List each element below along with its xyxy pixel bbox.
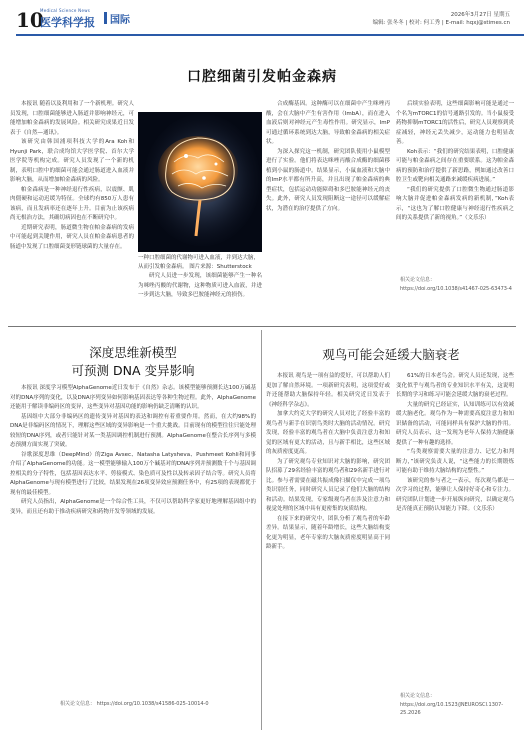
article1-col1 [10,100,134,318]
masthead [8,4,518,34]
article2-reference [60,700,256,709]
article3-paragraph: 本报讯 观鸟是一项有益的爱好，可以帮助人们更加了解自然环境。一项新研究表明，这项爱好或许还能帮助大脑保持年轻。相关研究近日发表于《神经科学杂志》。 [266,373,390,408]
article3-paragraph: 该研究的参与者之一表示，每次观鸟都是一次学习的过程，能够让人保持好奇心和专注力。研究团队计划进一步开展纵向研究，以确定观鸟是否能真正预防认知能力下降。（文乐乐） [396,477,514,512]
section-label: 国际 [110,15,130,26]
article1-paragraph: 本报讯 随着以及利用和了一个新机理。研究人员发现，口腔细菌能够进入肠道并影响神经元，可能增加帕金森病的发展风险。相关研究成果近日发表于《自然—通讯》。 [10,101,134,136]
paper-name-en: Medical Science News [40,8,91,13]
page-number: 10 [16,8,44,32]
article1-paragraph: 近期研究表明，肠道微生物在帕金森病的发病中可能起到关键作用，研究人员在帕金森病患者的肠道中发现了口腔细菌变形链球菌的大量存在。 [10,224,134,250]
article1-reference [400,276,514,293]
article3-paragraph: 在接下来的研究中，团队分析了观鸟者的年龄差异。结果显示，随着年龄增长，这些大脑结构变化更为明显，老年专家的大脑灰质密度明显高于同龄新手。 [266,515,390,550]
article2-paragraph: 基因组中大部分非编码区的遗传变异对基因的表达和调控有着重要作用。然而，在大约98%的DNA是非编码区的情况下，理解这些区域的变异影响是一个重大挑战。目前现有的模型往往只能处理较短的DNA序列，或者只能针对某一类基因调控机制进行预测。AlphaGenome在整合长序列与多模态预测方面实现了突破。 [10,413,256,448]
reference-url[interactable]: https://doi.org/10.1523/JNEUROSCI.1307-25.2026 [400,701,504,716]
article1-col4 [396,100,514,272]
brain-illustration [138,112,262,252]
section-bar [104,12,107,24]
image-caption: 一种口腔细菌的代谢物可进入血液，并到达大脑，从而引发帕金森病。 图片来源：Shutterstock [138,255,260,270]
paper-name: 医学科学报 [40,16,95,29]
article3-paragraph: “鸟类观察需要大量的注意力、记忆力和判断力，”该研究负责人说，“这些能力的长期锻炼可能有助于维持大脑结构的完整性。” [396,449,514,474]
article1-paragraph: 研究人员进一步发现，该细菌能够产生一种名为咪唑丙酸的代谢物，这种物质可进入血液，并进一步到达大脑，导致多巴胺能神经元的损伤。 [138,273,262,298]
article2-paragraph: 谷歌深度思维（DeepMind）的Ziga Avsec、Natasha Latysheva、Pushmeet Kohli和同事介绍了AlphaGenome的功能。这一模型能够输入100万个碱基对的DNA序列并预测数千个与基因调控相关的分子特性，包括基因表达水平、剪接模式、染色质可及性以及转录因子结合等。研究人员将AlphaGenome与现有模型进行了比较，结果发现在26项变异效应预测任务中，有25项的表现都优于现有的最佳模型。 [10,451,256,496]
issue-date: 2026年3月27日 星期五 [450,12,510,18]
article3-paragraph: 为了研究观鸟专业知识对大脑的影响，研究团队招募了29名经验丰富的观鸟者和29名新手进行对比。参与者需要在磁共振成像扫描仪中完成一项鸟类识别任务，同时研究人员记录了他们大脑的结构和活动。结果发现，专家级观鸟者在涉及注意力和视觉处理的区域中具有更密集的灰质结构。 [266,458,390,512]
article3-paragraph: 大量的研究已经证实，认知训练可以有效减缓大脑老化。观鸟作为一种需要高度注意力和知识储备的活动，可能同样具有保护大脑的作用。研究人员表示，这一发现为老年人保持大脑健康提供了一种有趣的选择。 [396,401,514,446]
reference-label: 相关论文信息： [400,277,436,283]
article1-paragraph: 后续实验表明，这些细菌影响可能是通过一个名为mTORC1的信号通路引发的。当小鼠接受药物抑制mTORC1的活性后，研究人员观察到炎症减轻，神经元丢失减少，运动能力也明显改善。 [396,101,514,145]
article2-headline-line1: 深度思维新模型 [89,345,177,360]
article2-body [10,384,256,692]
article2-paragraph: 研究人员指出，AlphaGenome是一个综合性工具，不仅可以帮助科学家更好地理解基因组中的变异，而且还有助于推动疾病研究和药物开发等领域的发展。 [10,499,256,515]
article1-col2 [138,272,262,318]
article2-headline-line2: 可预测 DNA 变异影响 [71,363,195,378]
article3-reference [400,692,514,718]
reference-url[interactable]: https://doi.org/10.1038/s41586-025-10014-0 [96,701,209,707]
article1-headline: 口腔细菌引发帕金森病 [187,69,337,85]
article3-paragraph: 加拿大约克大学的研究人员对比了经验丰富的观鸟者与新手在识别鸟类时大脑的活动情况。研究发现，经验丰富的观鸟者在大脑中负责注意力和知觉的区域有更大的活动，且与新手相比，这些区域的灰质密度更高。 [266,411,390,455]
brain-icon [138,112,262,252]
article3-col1 [266,372,390,730]
article2-paragraph: 本报讯 深度学习模型AlphaGenome近日发布于《自然》杂志。该模型能够预测长达100万碱基对的DNA序列的变化，以及DNA序列变异如何影响基因表达等各种生物过程。此外，AlphaGenome还能用于解读非编码区的变异，这些变异对基因功能的影响仍缺乏清晰的认识。 [10,385,256,410]
staff-line: 编辑: 张冬冬 | 校对: 何工秀 | E-mail: hqxj@stimes.cn [372,20,510,26]
section-divider [8,326,516,327]
article1-paragraph: 合成酶基因。这种酶可以在细菌中产生咪唑丙酸，会在大脑中产生有害作用（ImbA），而在进入血液后则对神经元产生毒性作用。研究显示，ImP可通过循环系统到达大脑，导致帕金森病的相关症状。 [266,101,390,145]
article1-paragraph: 帕金森病是一种神经退行性疾病，以震颤、肌肉僵硬和运动迟缓为特征。全球约有850万人患有该病，而且发病率还在逐年上升。目前为止该疾病尚无根治方法，其确切病因也在不断研究中。 [10,186,134,221]
masthead-rule [16,34,524,36]
column-divider [261,330,262,730]
article1-paragraph: “我们的研究提供了口腔微生物通过肠道影响大脑并促进帕金森病发病的新机制，”Koh表示，“这也为了解口腔健康与神经退行性疾病之间的关系提供了新的视角。”（文乐乐） [396,186,514,221]
article1-paragraph: 为深入探究这一机制，研究团队使用小鼠模型进行了实验。他们将表达咪唑丙酸合成酶的细菌移植到小鼠的肠道中。结果显示，小鼠血液和大脑中的ImP水平都有所升高，并且出现了帕金森病的典型症状，包括运动功能障碍和多巴胺能神经元的丧失。此外，研究人员发现阻断这一途径可以缓解症状，为潜在的治疗提供了方向。 [266,148,390,212]
article2-headline [10,344,256,380]
article3-paragraph: 61%的日本老鸟会。研究人员还发现，这些变化似乎与观鸟者的专业知识水平有关，这说明长期的学习和练习可能会延缓大脑的衰老过程。 [396,373,514,398]
article1-paragraph: Koh表示：“我们的研究结果表明，口腔健康可能与帕金森病之间存在重要联系。这为帕金森病的预防和治疗提供了新思路，例如通过改善口腔卫生或靶向相关通路来减缓疾病进展。” [396,148,514,183]
article3-col2 [396,372,514,688]
article1-col3 [266,100,390,318]
reference-label: 相关论文信息： [400,693,436,699]
reference-url[interactable]: https://doi.org/10.1038/s41467-025-63473-4 [400,285,512,292]
article1-paragraph: 该研究由韩国浦项科技大学的Ara Koh和Hyunji Park，联合成均馆大学医学院、首尔大学医学院等机构完成。研究人员发现了一个新的机制，表明口腔中的细菌可能会通过肠道进入血液并影响大脑，从而增加帕金森病的风险。 [10,139,134,183]
paper-logo [40,8,102,28]
reference-label: 相关论文信息： [60,701,96,707]
article3-headline: 观鸟可能会延缓大脑衰老 [322,347,460,362]
